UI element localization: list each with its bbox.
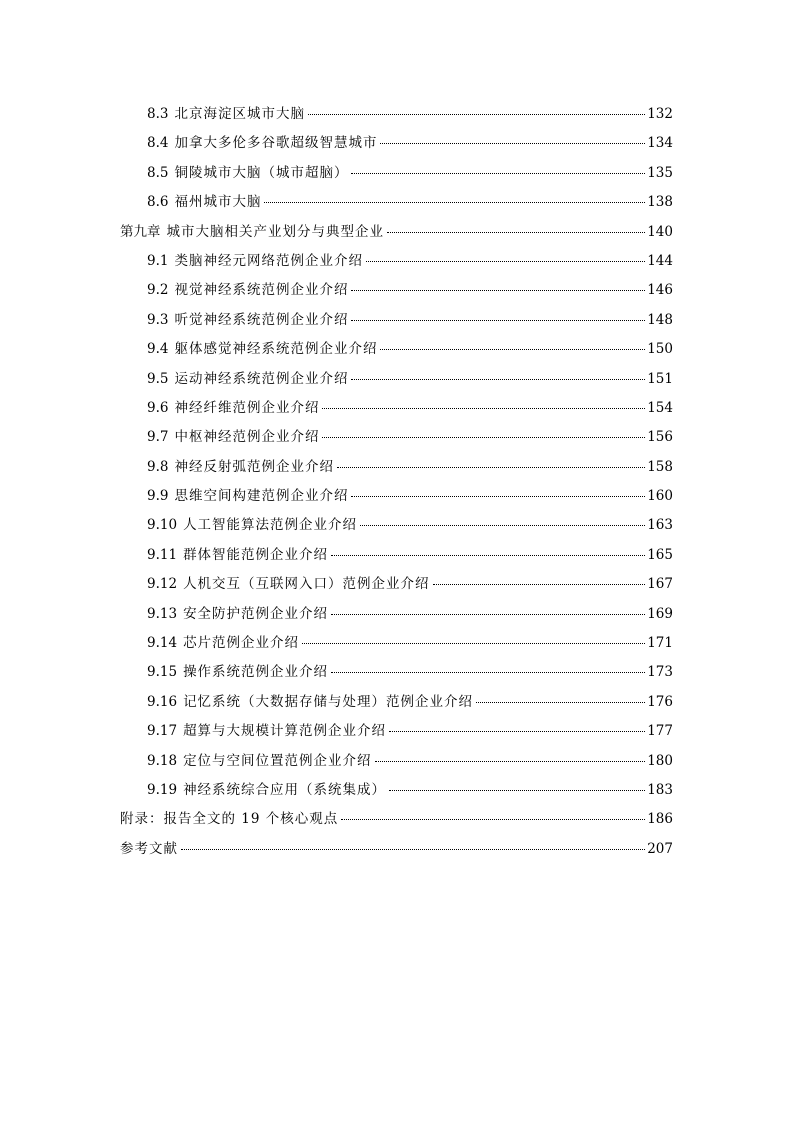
dot-leader bbox=[389, 790, 645, 791]
toc-entry-line bbox=[120, 223, 673, 241]
toc-entry-number: 9.12 bbox=[147, 576, 178, 593]
toc-entry-line bbox=[147, 340, 673, 358]
toc-entry-title: 神经系统综合应用（系统集成） bbox=[183, 781, 387, 798]
toc-entry-title: 操作系统范例企业介绍 bbox=[183, 664, 329, 681]
toc-entry-title: 安全防护范例企业介绍 bbox=[183, 605, 329, 622]
toc-entry-line bbox=[147, 281, 673, 299]
toc-entry-title: 记忆系统（大数据存储与处理）范例企业介绍 bbox=[183, 693, 474, 710]
toc-entry-title: 北京海淀区城市大脑 bbox=[174, 106, 305, 122]
toc-entry-line bbox=[147, 752, 673, 770]
toc-entry-number: 9.3 bbox=[147, 311, 169, 328]
toc-entry-page-number: 160 bbox=[647, 488, 673, 505]
dot-leader bbox=[351, 173, 645, 174]
toc-entry-number: 8.3 bbox=[147, 106, 169, 122]
toc-entry[interactable] bbox=[0, 541, 793, 570]
toc-entry-line bbox=[147, 458, 673, 476]
table-of-contents bbox=[0, 100, 793, 864]
toc-entry[interactable] bbox=[0, 159, 793, 188]
toc-entry-title: 城市大脑相关产业划分与典型企业 bbox=[166, 223, 384, 240]
toc-entry-title: 群体智能范例企业介绍 bbox=[183, 546, 329, 563]
toc-entry-line bbox=[147, 575, 673, 593]
toc-entry-number: 9.6 bbox=[147, 399, 169, 416]
toc-entry-title: 芯片范例企业介绍 bbox=[183, 635, 300, 652]
toc-entry-page-number: 140 bbox=[647, 223, 673, 240]
toc-entry-line bbox=[147, 722, 673, 740]
toc-entry-line bbox=[147, 546, 673, 564]
toc-entry-title: 人机交互（互联网入口）范例企业介绍 bbox=[183, 576, 430, 593]
toc-entry-line bbox=[147, 634, 673, 652]
toc-entry-number: 9.18 bbox=[147, 752, 178, 769]
dot-leader bbox=[360, 525, 645, 526]
toc-entry-title: 参考文献 bbox=[120, 840, 178, 857]
toc-entry[interactable] bbox=[0, 188, 793, 217]
toc-entry-number: 第九章 bbox=[120, 223, 161, 240]
toc-entry-number: 9.17 bbox=[147, 723, 178, 740]
dot-leader bbox=[331, 555, 645, 556]
dot-leader bbox=[264, 202, 645, 203]
dot-leader bbox=[351, 290, 645, 291]
toc-entry[interactable] bbox=[0, 129, 793, 158]
toc-entry-line bbox=[147, 693, 673, 711]
toc-entry-number: 8.4 bbox=[147, 135, 169, 152]
toc-entry[interactable] bbox=[0, 688, 793, 717]
toc-entry-page-number: 177 bbox=[647, 723, 673, 740]
toc-entry[interactable] bbox=[0, 423, 793, 452]
toc-entry-title: 中枢神经范例企业介绍 bbox=[174, 429, 320, 446]
toc-entry-page-number: 186 bbox=[647, 811, 673, 828]
toc-entry-page-number: 154 bbox=[647, 399, 673, 416]
toc-entry-number: 9.4 bbox=[147, 341, 169, 358]
toc-entry-line bbox=[120, 810, 673, 828]
toc-entry-page-number: 165 bbox=[647, 546, 673, 563]
toc-entry[interactable] bbox=[0, 276, 793, 305]
dot-leader bbox=[375, 761, 646, 762]
toc-entry-number: 9.8 bbox=[147, 458, 169, 475]
toc-entry-title: 超算与大规模计算范例企业介绍 bbox=[183, 723, 387, 740]
toc-entry-page-number: 146 bbox=[647, 282, 673, 299]
toc-entry-line bbox=[147, 105, 673, 123]
toc-entry-title: 类脑神经元网络范例企业介绍 bbox=[174, 252, 363, 269]
toc-entry-page-number: 183 bbox=[647, 781, 673, 798]
toc-entry-title: 听觉神经系统范例企业介绍 bbox=[174, 311, 349, 328]
dot-leader bbox=[366, 261, 645, 262]
toc-entry-page-number: 176 bbox=[647, 693, 673, 710]
toc-entry-number: 9.15 bbox=[147, 664, 178, 681]
dot-leader bbox=[351, 320, 645, 321]
toc-entry-number: 9.9 bbox=[147, 488, 169, 505]
dot-leader bbox=[476, 702, 645, 703]
toc-entry-page-number: 134 bbox=[647, 135, 673, 152]
toc-entry-page-number: 169 bbox=[647, 605, 673, 622]
toc-entry[interactable] bbox=[0, 776, 793, 805]
dot-leader bbox=[181, 849, 645, 850]
dot-leader bbox=[322, 437, 645, 438]
toc-entry[interactable] bbox=[0, 365, 793, 394]
toc-entry-page-number: 144 bbox=[647, 252, 673, 269]
dot-leader bbox=[351, 496, 645, 497]
toc-entry[interactable] bbox=[0, 335, 793, 364]
toc-entry-title: 思维空间构建范例企业介绍 bbox=[174, 488, 349, 505]
toc-entry[interactable] bbox=[0, 247, 793, 276]
dot-leader bbox=[433, 584, 646, 585]
dot-leader bbox=[387, 232, 645, 233]
toc-entry-number: 9.2 bbox=[147, 282, 169, 299]
dot-leader bbox=[308, 114, 645, 115]
toc-entry-line bbox=[120, 840, 673, 858]
toc-entry-line bbox=[147, 134, 673, 152]
toc-entry-title: 视觉神经系统范例企业介绍 bbox=[174, 282, 349, 299]
toc-entry-page-number: 207 bbox=[647, 840, 673, 857]
toc-entry-line bbox=[147, 164, 673, 182]
toc-entry[interactable] bbox=[0, 747, 793, 776]
dot-leader bbox=[331, 614, 645, 615]
toc-entry-page-number: 151 bbox=[647, 370, 673, 387]
toc-entry-line bbox=[147, 781, 673, 799]
toc-entry-number: 9.16 bbox=[147, 693, 178, 710]
toc-entry[interactable] bbox=[0, 658, 793, 687]
toc-entry[interactable] bbox=[0, 835, 793, 864]
toc-entry-title: 福州城市大脑 bbox=[174, 194, 262, 211]
toc-entry-title: 人工智能算法范例企业介绍 bbox=[183, 517, 358, 534]
toc-entry[interactable] bbox=[0, 600, 793, 629]
dot-leader bbox=[322, 408, 645, 409]
toc-entry[interactable] bbox=[0, 570, 793, 599]
toc-entry[interactable] bbox=[0, 629, 793, 658]
toc-entry[interactable] bbox=[0, 100, 793, 129]
toc-entry-title: 运动神经系统范例企业介绍 bbox=[174, 370, 349, 387]
toc-entry[interactable] bbox=[0, 306, 793, 335]
toc-entry[interactable] bbox=[0, 511, 793, 540]
toc-entry-line bbox=[147, 663, 673, 681]
toc-entry-line bbox=[147, 311, 673, 329]
toc-entry-title: 神经纤维范例企业介绍 bbox=[174, 399, 320, 416]
dot-leader bbox=[331, 672, 645, 673]
toc-entry-page-number: 132 bbox=[647, 106, 673, 122]
toc-entry-line bbox=[147, 193, 673, 211]
toc-entry-page-number: 148 bbox=[647, 311, 673, 328]
toc-entry-number: 8.5 bbox=[147, 164, 169, 181]
toc-entry-number: 8.6 bbox=[147, 194, 169, 211]
toc-entry-page-number: 156 bbox=[647, 429, 673, 446]
toc-entry-line bbox=[147, 399, 673, 417]
toc-entry-page-number: 138 bbox=[647, 194, 673, 211]
toc-entry[interactable] bbox=[0, 218, 793, 247]
toc-entry[interactable] bbox=[0, 453, 793, 482]
toc-entry-line bbox=[147, 487, 673, 505]
toc-entry-page-number: 180 bbox=[647, 752, 673, 769]
toc-entry-title: 躯体感觉神经系统范例企业介绍 bbox=[174, 341, 378, 358]
toc-entry-line bbox=[147, 516, 673, 534]
toc-entry-title: 铜陵城市大脑（城市超脑） bbox=[174, 164, 349, 181]
dot-leader bbox=[341, 819, 645, 820]
toc-entry-number: 9.11 bbox=[147, 546, 178, 563]
toc-entry[interactable] bbox=[0, 717, 793, 746]
dot-leader bbox=[380, 143, 645, 144]
toc-entry-page-number: 150 bbox=[647, 341, 673, 358]
dot-leader bbox=[389, 731, 645, 732]
toc-entry-number: 9.7 bbox=[147, 429, 169, 446]
toc-entry-number: 9.19 bbox=[147, 781, 178, 798]
toc-entry-page-number: 135 bbox=[647, 164, 673, 181]
dot-leader bbox=[351, 379, 645, 380]
toc-entry-title: 附录：报告全文的 19 个核心观点 bbox=[120, 811, 339, 828]
toc-entry-title: 神经反射弧范例企业介绍 bbox=[174, 458, 334, 475]
dot-leader bbox=[337, 467, 645, 468]
toc-entry-line bbox=[147, 370, 673, 388]
toc-entry-page-number: 167 bbox=[647, 576, 673, 593]
toc-entry-line bbox=[147, 252, 673, 270]
toc-entry-line bbox=[147, 605, 673, 623]
toc-entry-title: 加拿大多伦多谷歌超级智慧城市 bbox=[174, 135, 378, 152]
toc-entry-line bbox=[147, 428, 673, 446]
toc-entry-page-number: 163 bbox=[647, 517, 673, 534]
toc-entry-page-number: 173 bbox=[647, 664, 673, 681]
toc-entry-number: 9.5 bbox=[147, 370, 169, 387]
toc-entry[interactable] bbox=[0, 805, 793, 834]
toc-entry-number: 9.14 bbox=[147, 635, 178, 652]
toc-entry-title: 定位与空间位置范例企业介绍 bbox=[183, 752, 372, 769]
toc-entry[interactable] bbox=[0, 394, 793, 423]
toc-entry-page-number: 171 bbox=[647, 635, 673, 652]
toc-entry-number: 9.10 bbox=[147, 517, 178, 534]
toc-entry-number: 9.13 bbox=[147, 605, 178, 622]
toc-entry-page-number: 158 bbox=[647, 458, 673, 475]
toc-entry-number: 9.1 bbox=[147, 252, 169, 269]
toc-entry[interactable] bbox=[0, 482, 793, 511]
dot-leader bbox=[302, 643, 645, 644]
dot-leader bbox=[380, 349, 645, 350]
